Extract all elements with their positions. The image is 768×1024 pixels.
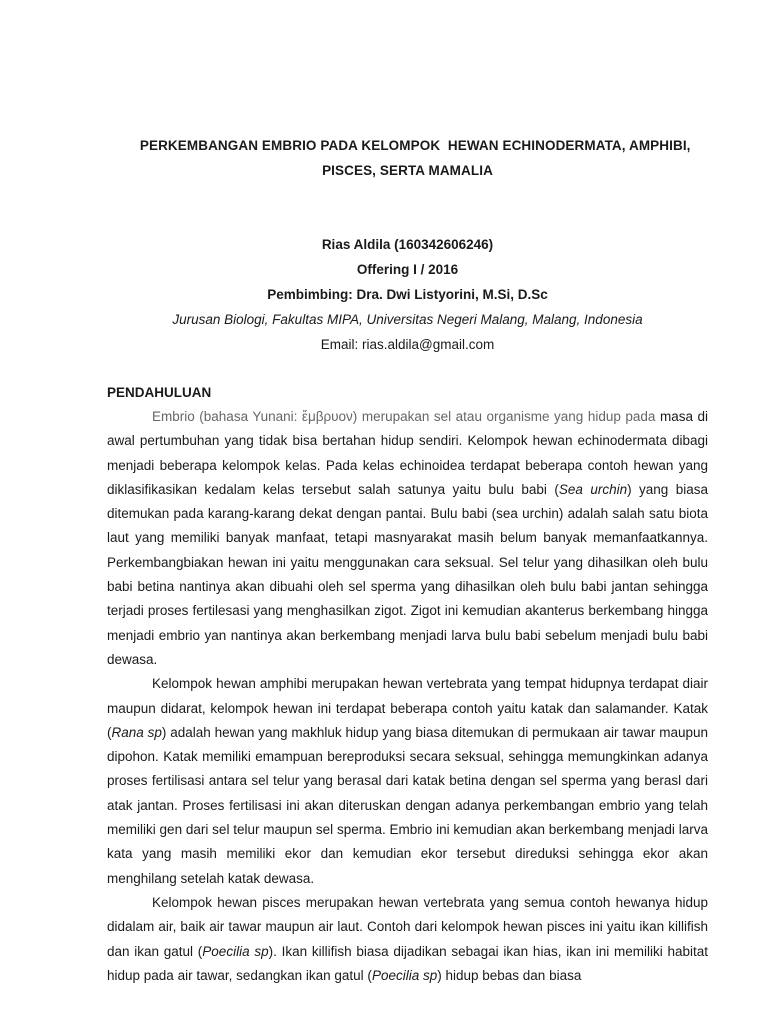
- paragraph-1-text-a: masa di awal pertumbuhan yang tidak bisa bertahan hidup sendiri. Kelompok hewan echinodermata dibagi menjadi beberapa kelompok kelas. Pada kelas echinoidea terdapat beberapa contoh hewan yang diklasifikasikan kedalam kelas tersebut salah satunya yaitu bulu babi (: [107, 409, 708, 497]
- paragraph-1-species: Sea urchin: [558, 481, 628, 497]
- paragraph-3-text-c: ) hidup bebas dan biasa: [437, 967, 582, 983]
- paragraph-2-species: Rana sp: [111, 724, 162, 740]
- offering-line: Offering I / 2016: [356, 262, 459, 277]
- paragraph-3-text-b: ). Ikan killifish biasa dijadikan sebagai ikan hias, ikan ini memiliki habitat hidup pada air tawar, sedangkan ikan gatul (: [107, 943, 708, 983]
- paragraph-1-text-b: ) yang biasa ditemukan pada karang-karang dekat dengan pantai. Bulu babi (sea urchin) adalah salah satu biota laut yang memiliki banyak manfaat, tetapi masnyarakat masih belum banyak memanfaatkannya. Perkembangbiakan hewan ini yaitu menggunakan cara seksual. Sel telur yang dihasilkan oleh bulu babi betina nantinya akan dibuahi oleh sel sperma yang dihasilkan oleh bulu babi jantan sehingga terjadi proses fertilesasi yang menghasilkan zigot. Zigot ini kemudian akanterus berkembang hingga menjadi embrio yan nantinya akan berkembang menjadi larva bulu babi sebelum menjadi bulu babi dewasa.: [107, 481, 709, 667]
- paragraph-3-species-2: Poecilia sp: [371, 967, 438, 983]
- paragraph-1-lead: Embrio (bahasa Yunani: ἔμβρυον) merupakan sel atau organisme yang hidup pada: [152, 409, 656, 424]
- affiliation-line: Jurusan Biologi, Fakultas MIPA, Universitas Negeri Malang, Malang, Indonesia: [172, 312, 643, 327]
- paragraph-1: [107, 405, 708, 672]
- paragraph-3-text-a: Kelompok hewan pisces merupakan hewan vertebrata yang semua contoh hewanya hidup didalam air, baik air tawar maupun air laut. Contoh dari kelompok hewan pisces ini yaitu ikan killifish dan ikan gatul (: [107, 894, 708, 959]
- advisor-line: Pembimbing: Dra. Dwi Listyorini, M.Si, D.Sc: [267, 287, 548, 302]
- paragraph-3: [107, 891, 708, 988]
- paragraph-3-species-1: Poecilia sp: [202, 943, 269, 959]
- document-page: [107, 0, 708, 988]
- paragraph-2: [107, 672, 708, 891]
- author-name: Rias Aldila (160342606246): [321, 237, 494, 252]
- section-heading: PENDAHULUAN: [107, 385, 212, 400]
- title-text: PERKEMBANGAN EMBRIO PADA KELOMPOK HEWAN ECHINODERMATA, AMPHIBI, PISCES, SERTA MAMALIA: [139, 138, 695, 178]
- document-title: [107, 108, 708, 208]
- paragraph-2-text-b: ) adalah hewan yang makhluk hidup yang biasa ditemukan di permukaan air tawar maupun dipohon. Katak memiliki emampuan bereproduksi secara seksual, sehingga memungkinkan adanya proses fertilisasi antara sel telur yang berasal dari katak betina dengan sel sperma yang berasl dari atak jantan. Proses fertilisasi ini akan diteruskan dengan adanya perkembangan embrio yang telah memiliki gen dari sel telur maupun sel sperma. Embrio ini kemudian akan berkembang menjadi larva kata yang masih memiliki ekor dan kemudian ekor tersebut direduksi sehingga ekor akan menghilang setelah katak dewasa.: [107, 724, 708, 886]
- email-line: Email: rias.aldila@gmail.com: [320, 337, 495, 352]
- paragraph-2-text-a: Kelompok hewan amphibi merupakan hewan vertebrata yang tempat hidupnya terdapat diair maupun didarat, kelompok hewan ini terdapat beberapa contoh yaitu katak dan salamander. Katak (: [107, 676, 708, 740]
- author-block: [107, 232, 708, 357]
